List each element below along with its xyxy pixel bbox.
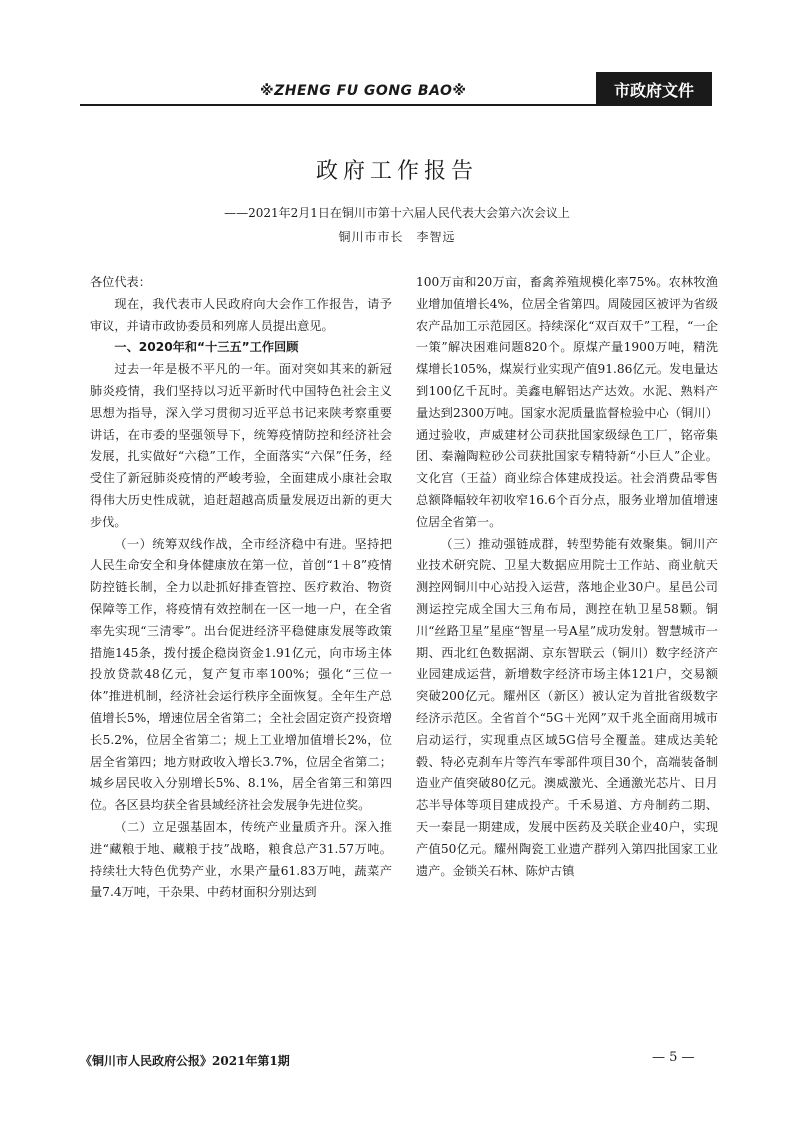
salutation: 各位代表： (90, 275, 151, 289)
paragraph: （二）立足强基固本，传统产业量质齐升。深入推进“藏粮于地、藏粮于技”战略，粮食总产31.57万吨。持续壮大特色优势产业，水果产量61.83万吨，蔬菜产量7.4万吨，干杂果、中药材面积分别达到 (90, 819, 392, 900)
paragraph: （三）推动强链成群，转型势能有效聚集。铜川产业技术研究院、卫星大数据应用院士工作站、商业航天测控网铜川中心站投入运营，落地企业30户。星邑公司测运控完成全国大三角布局，测控在轨卫星58颗。铜川“丝路卫星”星座“智星一号A星”成功发射。智慧城市一期、西北红色数据湖、京东智联云（铜川）数字经济产业园建成运营，新增数字经济市场主体121户，交易额突破200亿元。耀州区（新区）被认定为首批省级数字经济示范区。全省首个“5G＋光网”双千兆全面商用城市启动运行，实现重点区域5G信号全覆盖。建成达美轮毂、特必克刹车片等汽车零部件项目30个，高端装备制造业产值突破80亿元。澳威激光、全通激光芯片、日月芯半导体等项目建成投产。千禾易道、方舟制药二期、天一秦昆一期建成，发展中医药及关联企业40户，实现产值50亿元。耀州陶瓷工业遗产群列入第四批国家工业遗产。金锁关石林、陈炉古镇 (416, 536, 718, 878)
header-rule (80, 104, 712, 106)
section-heading: 一、2020年和“十三五”工作回顾 (114, 340, 299, 355)
paragraph: 现在，我代表市人民政府向大会作工作报告，请予审议，并请市政协委员和列席人员提出意见。 (90, 296, 392, 333)
paragraph: 100万亩和20万亩，畜禽养殖规模化率75%。农林牧渔业增加值增长4%，位居全省第四。周陵园区被评为省级农产品加工示范园区。持续深化“双百双千”工程，“一企一策”解决困难问题820个。原煤产量1900万吨，精洗煤增长105%，煤炭行业实现产值91.86亿元。发电量达到100亿千瓦时。美鑫电解铝达产达效。水泥、熟料产量达到2300万吨。国家水泥质量监督检验中心（铜川）通过验收，声威建材公司获批国家级绿色工厂，铭帝集团、秦瀚陶粒砂公司获批国家专精特新“小巨人”企业。文化宫（王益）商业综合体建成投运。社会消费品零售总额降幅较年初收窄16.6个百分点，服务业增加值增速位居全省第一。 (416, 275, 718, 529)
footer-publication: 《铜川市人民政府公报》2021年第1期 (80, 1054, 290, 1068)
page-title: 政府工作报告 (315, 159, 478, 184)
paragraph: 过去一年是极不平凡的一年。面对突如其来的新冠肺炎疫情，我们坚持以习近平新时代中国特色社会主义思想为指导，深入学习贯彻习近平总书记来陕考察重要讲话，在市委的坚强领导下，统筹疫情防控和经济社会发展，扎实做好“六稳”工作，全面落实“六保”任务，经受住了新冠肺炎疫情的严峻考验，全面建成小康社会取得伟大历史性成就，追赶超越高质量发展迈出新的更大步伐。 (90, 362, 392, 529)
running-header (80, 76, 712, 106)
left-column (90, 272, 392, 904)
journal-name: ※ZHENG FU GONG BAO※ (260, 83, 467, 99)
right-column (416, 272, 718, 882)
page-subtitle: ——2021年2月1日在铜川市第十六届人民代表大会第六次会议上 (224, 206, 570, 220)
author-line: 铜川市市长 李智远 (338, 230, 456, 244)
section-badge: 市政府文件 (596, 72, 712, 106)
paragraph: （一）统筹双线作战，全市经济稳中有进。坚持把人民生命安全和身体健康放在第一位，首创“1＋8”疫情防控链长制，全力以赴抓好排查管控、医疗救治、物资保障等工作，将疫情有效控制在一区一地一户，在全省率先实现“三清零”。出台促进经济平稳健康发展等政策措施145条，拨付援企稳岗资金1.91亿元，向市场主体投放贷款48亿元，复产复市率100%；强化“三位一体”推进机制，经济社会运行秩序全面恢复。全年生产总值增长5%，增速位居全省第二；全社会固定资产投资增长5.2%，位居全省第二；规上工业增加值增长2%，位居全省第四；地方财政收入增长3.7%，位居全省第二；城乡居民收入分别增长5%、8.1%，居全省第三和第四位。各区县均获全省县域经济社会发展争先进位奖。 (90, 536, 392, 813)
page-number: — 5 — (652, 1050, 695, 1065)
